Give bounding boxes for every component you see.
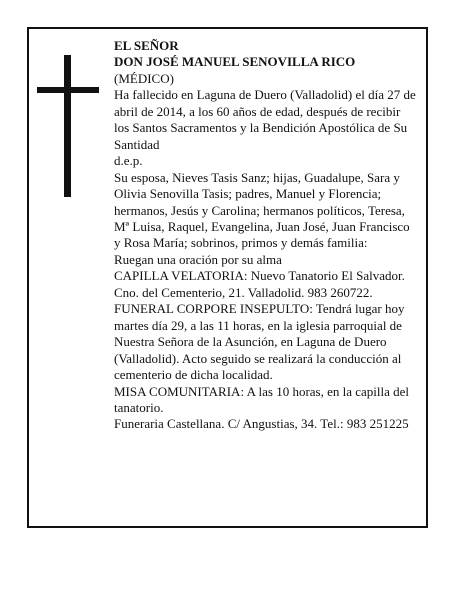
cross-vertical-bar xyxy=(64,55,71,197)
family-list: Su esposa, Nieves Tasis Sanz; hijas, Guadalupe, Sara y Olivia Senovilla Tasis; padres, Manuel y Florencia; hermanos, Jesús y Carolina; hermanos políticos, Teresa, Mª Luisa, Raquel, Evangelina, Juan José, Juan Francisco y Rosa María; sobrinos, primos y demás familia: xyxy=(114,169,410,251)
funeral-info: FUNERAL CORPORE INSEPULTO: Tendrá lugar hoy martes día 29, a las 11 horas, en la iglesia parroquial de Nuestra Señora de la Asunción, en Laguna de Duero (Valladolid). Acto seguido se realizará la conducción al cementerio de dicha localidad. xyxy=(114,301,405,383)
obituary-text xyxy=(114,38,418,433)
notice-title: EL SEÑOR xyxy=(114,38,179,53)
cross-horizontal-bar xyxy=(37,87,99,93)
funeral-home-info: Funeraria Castellana. C/ Angustias, 34. Tel.: 983 251225 xyxy=(114,416,409,432)
death-announcement: Ha fallecido en Laguna de Duero (Valladolid) el día 27 de abril de 2014, a los 60 años de edad, después de recibir los Santos Sacramentos y la Bendición Apostólica de Su Santidad xyxy=(114,87,416,152)
mass-info: MISA COMUNITARIA: A las 10 horas, en la capilla del tanatorio. xyxy=(114,383,410,415)
deceased-profession: (MÉDICO) xyxy=(114,70,174,86)
prayer-request: Ruegan una oración por su alma xyxy=(114,251,282,267)
rip-abbreviation: d.e.p. xyxy=(114,153,143,169)
chapel-info: CAPILLA VELATORIA: Nuevo Tanatorio El Salvador. Cno. del Cementerio, 21. Valladolid. 983 260722. xyxy=(114,268,405,300)
deceased-name: DON JOSÉ MANUEL SENOVILLA RICO xyxy=(114,54,356,70)
